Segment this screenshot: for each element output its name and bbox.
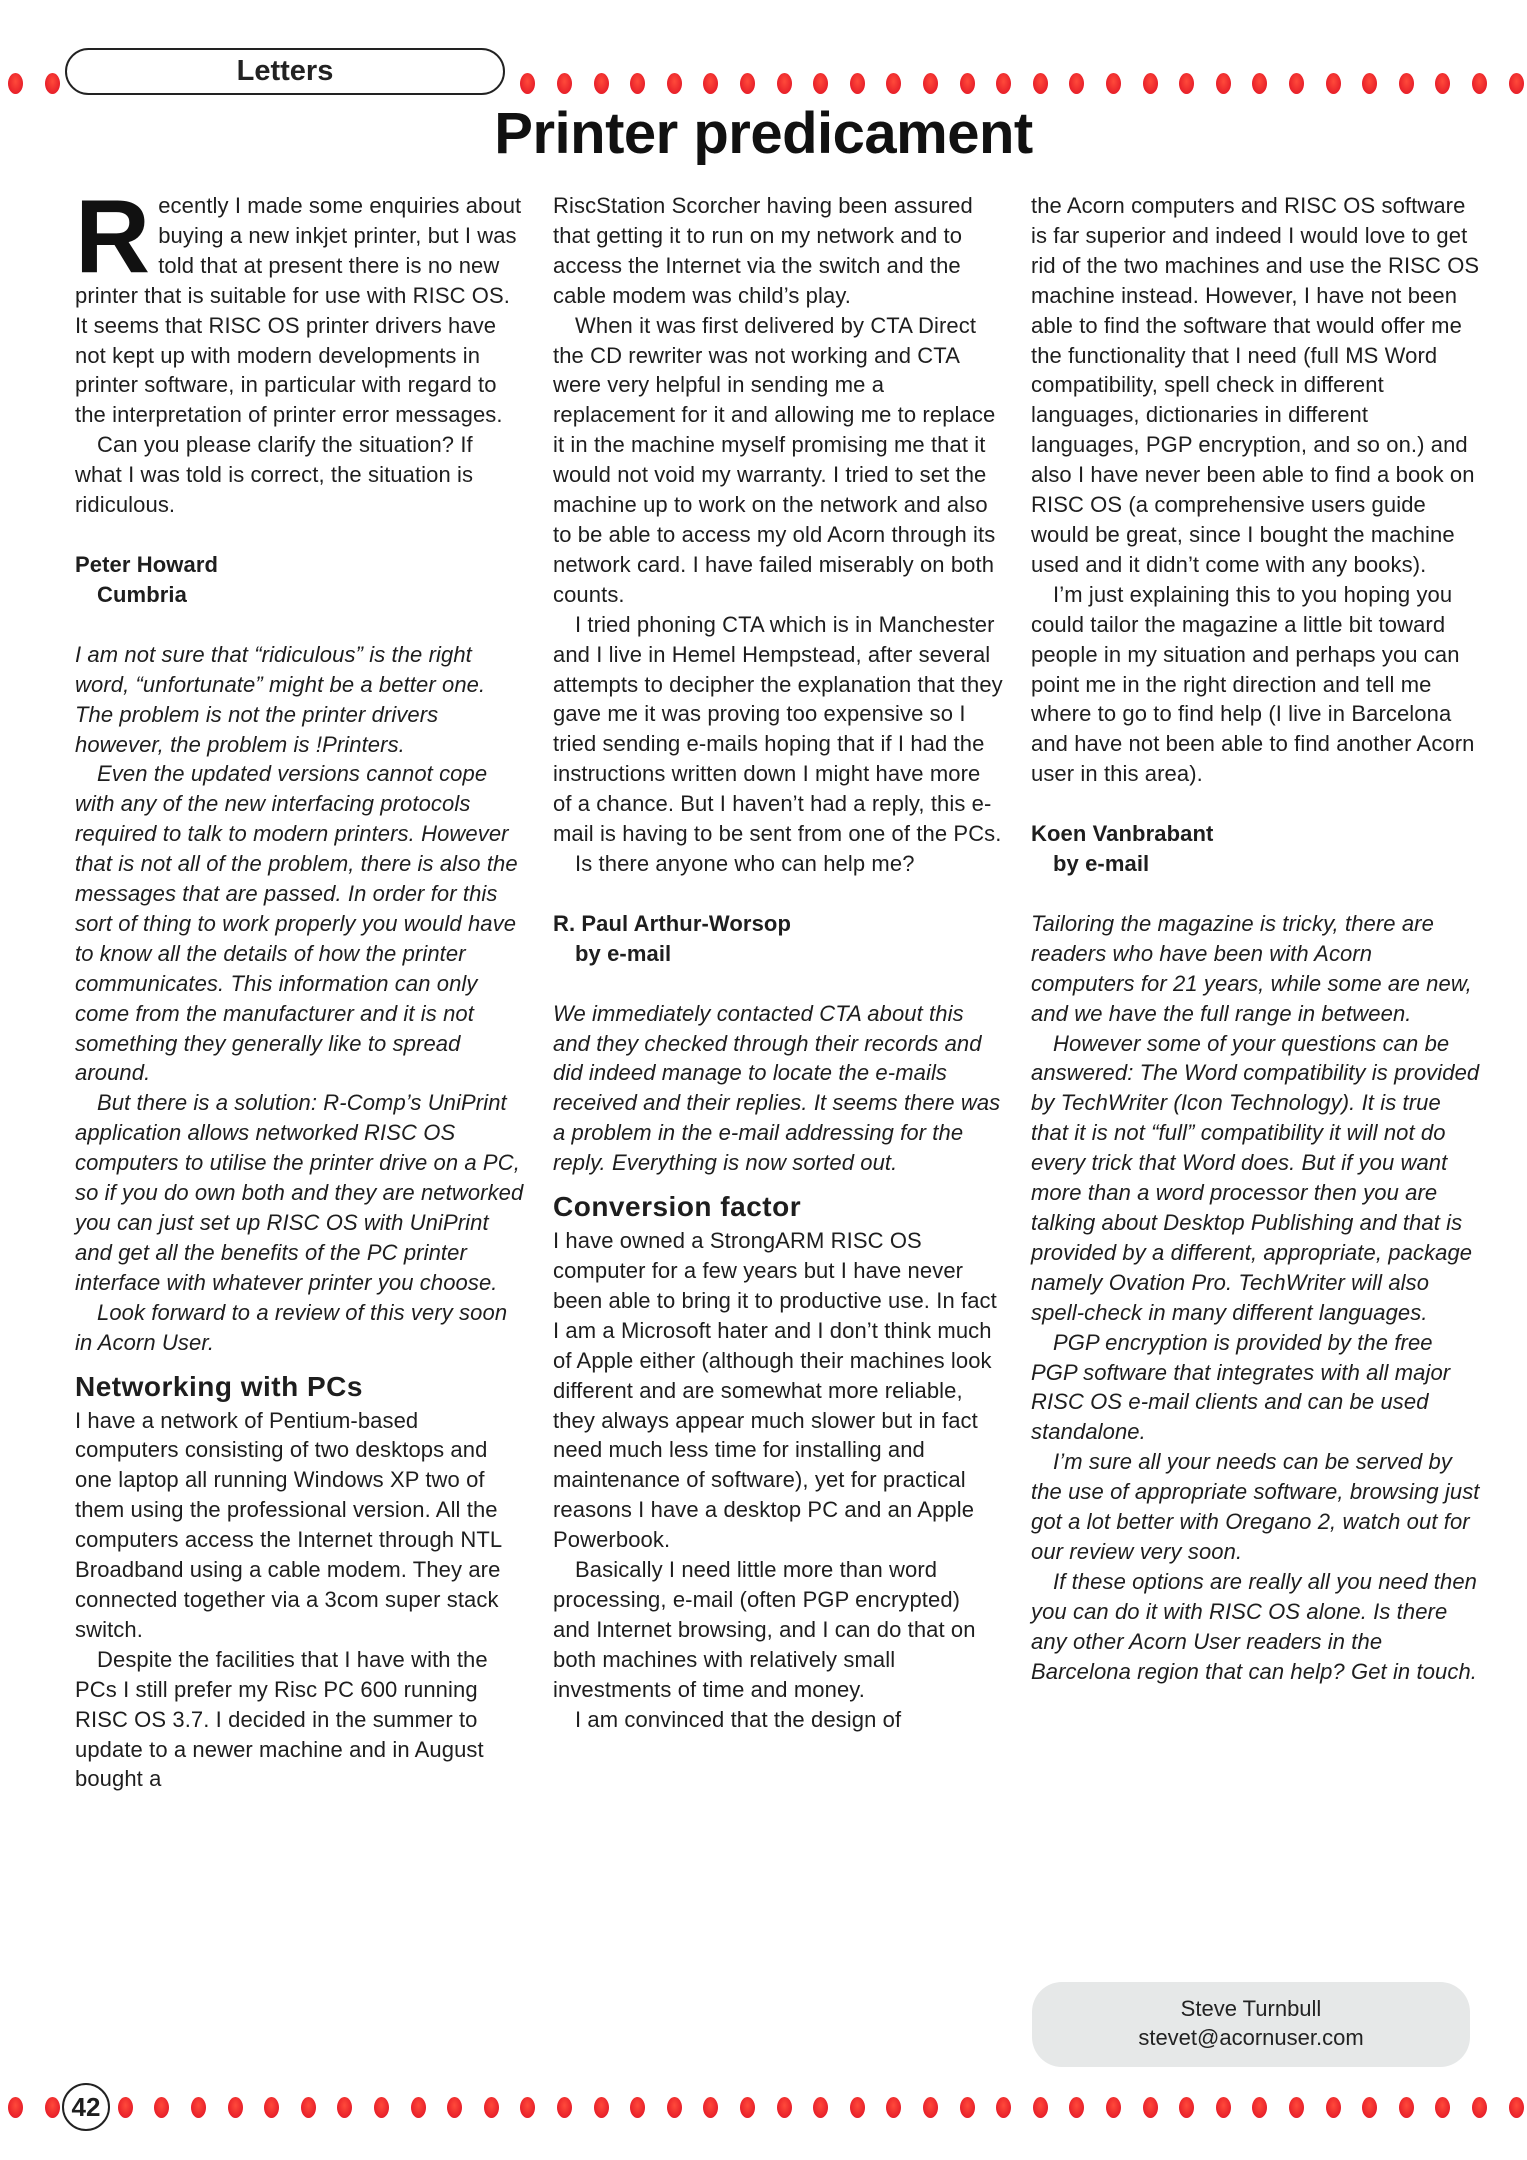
editor-reply-paragraph: We immediately contacted CTA about this and they checked through their records and did indeed manage to locate the e-mails received and their replies. It seems there was a problem in the e-mail addressing for the reply. Everything is now sorted out. bbox=[553, 1000, 1001, 1176]
red-dot bbox=[1069, 2097, 1084, 2118]
red-dot bbox=[191, 2097, 206, 2118]
red-dot bbox=[45, 2097, 60, 2118]
editor-reply-paragraph: I am not sure that “ridiculous” is the right word, “unfortunate” might be a better one. The problem is not the printer drivers however, the problem is !Printers. bbox=[75, 641, 486, 757]
author-location: Cumbria bbox=[97, 581, 187, 607]
red-dot bbox=[1472, 73, 1487, 94]
letter-signature bbox=[553, 909, 1003, 969]
red-dot bbox=[1033, 2097, 1048, 2118]
red-dot bbox=[228, 2097, 243, 2118]
letter-paragraph: I tried phoning CTA which is in Manchester and I live in Hemel Hempstead, after several attempts to decipher the explanation that they gave me it was proving too expensive so I tried sending e-mails hoping that if I had the instructions written down I might have more of a chance. But I haven’t had a reply, this e-mail is having to be sent from one of the PCs. bbox=[553, 611, 1003, 847]
red-dot bbox=[8, 2097, 23, 2118]
column-3 bbox=[1031, 191, 1481, 1687]
red-dot bbox=[923, 73, 938, 94]
red-dot bbox=[813, 73, 828, 94]
red-dot bbox=[520, 2097, 535, 2118]
red-dot bbox=[1472, 2097, 1487, 2118]
red-dot bbox=[1216, 73, 1231, 94]
red-dot bbox=[1252, 2097, 1267, 2118]
letter-heading: Networking with PCs bbox=[75, 1370, 363, 1402]
author-name: R. Paul Arthur-Worsop bbox=[553, 910, 791, 936]
column-1 bbox=[75, 179, 525, 1794]
red-dot bbox=[118, 2097, 133, 2118]
editor-reply-paragraph: If these options are really all you need then you can do it with RISC OS alone. Is there any other Acorn User readers in the Barcelona region that can help? Get in touch. bbox=[1031, 1568, 1478, 1684]
editor-reply-paragraph: Look forward to a review of this very soon in Acorn User. bbox=[75, 1299, 508, 1355]
editor-email: stevet@acornuser.com bbox=[1138, 2025, 1364, 2050]
red-dot bbox=[1033, 73, 1048, 94]
red-dot bbox=[447, 2097, 462, 2118]
red-dot bbox=[264, 2097, 279, 2118]
red-dot bbox=[960, 73, 975, 94]
red-dot bbox=[1435, 2097, 1450, 2118]
red-dot bbox=[1143, 73, 1158, 94]
red-dot bbox=[374, 2097, 389, 2118]
red-dot bbox=[557, 2097, 572, 2118]
red-dot bbox=[1326, 2097, 1341, 2118]
red-dot bbox=[1399, 73, 1414, 94]
editor-reply-paragraph: PGP encryption is provided by the free PGP software that integrates with all major RISC OS e-mail clients and can be used standalone. bbox=[1031, 1329, 1451, 1445]
red-dot bbox=[740, 73, 755, 94]
page-number bbox=[62, 2083, 110, 2131]
red-dot bbox=[1179, 73, 1194, 94]
letter-paragraph bbox=[75, 179, 525, 430]
letter-paragraph: I have owned a StrongARM RISC OS computer for a few years but I have never been able to bring it to productive use. In fact I am a Microsoft hater and I don’t think much of Apple either (although their machines look different and are somewhat more reliable, they always appear much slower but in fact need much less time for installing and maintenance of software), yet for practical reasons I have a desktop PC and an Apple Powerbook. bbox=[553, 1228, 997, 1553]
red-dot bbox=[850, 73, 865, 94]
letter-paragraph: Basically I need little more than word processing, e-mail (often PGP encrypted) and Internet browsing, and I can do that on both machines with relatively small investments of time and money. bbox=[553, 1557, 976, 1702]
red-dot bbox=[1509, 2097, 1524, 2118]
red-dot bbox=[923, 2097, 938, 2118]
editor-reply-paragraph: But there is a solution: R-Comp’s UniPrint application allows networked RISC OS computers to utilise the printer drive on a PC, so if you do own both and they are networked you can just set up RISC OS with UniPrint and get all the benefits of the PC printer interface with whatever printer you choose. bbox=[75, 1090, 524, 1295]
section-label bbox=[65, 48, 505, 95]
red-dot bbox=[703, 2097, 718, 2118]
column-2 bbox=[553, 191, 1003, 1735]
red-dot bbox=[777, 73, 792, 94]
red-dot bbox=[411, 2097, 426, 2118]
author-location: by e-mail bbox=[1053, 851, 1150, 877]
letter-paragraph: the Acorn computers and RISC OS software is far superior and indeed I would love to get rid of the two machines and use the RISC OS machine instead. However, I have not been able to find the software that would offer me the functionality that I need (full MS Word compatibility, spell check in different languages, dictionaries in different languages, PGP encryption, and so on.) and also I have never been able to find a book on RISC OS (a comprehensive users guide would be great, since I bought the machine used and it didn’t come with any books). bbox=[1031, 193, 1480, 577]
red-dot bbox=[1143, 2097, 1158, 2118]
editor-contact-box bbox=[1032, 1982, 1470, 2067]
red-dot bbox=[667, 73, 682, 94]
red-dot bbox=[337, 2097, 352, 2118]
red-dot bbox=[740, 2097, 755, 2118]
red-dot bbox=[1362, 73, 1377, 94]
red-dot bbox=[667, 2097, 682, 2118]
letter-paragraph: Can you please clarify the situation? If what I was told is correct, the situation is ridiculous. bbox=[75, 432, 474, 518]
red-dot bbox=[1399, 2097, 1414, 2118]
editor-reply-paragraph: Even the updated versions cannot cope with any of the new interfacing protocols required to talk to modern printers. However that is not all of the problem, there is also the messages that are passed. In order for this sort of thing to work properly you would have to know all the details of how the printer communicates. This information can only come from the manufacturer and it is not something they generally like to spread around. bbox=[75, 761, 518, 1086]
letter-paragraph: I am convinced that the design of bbox=[575, 1706, 902, 1732]
page-title: Printer predicament bbox=[494, 101, 1033, 166]
letter-paragraph: Despite the facilities that I have with the PCs I still prefer my Risc PC 600 running RISC OS 3.7. I decided in the summer to update to a newer machine and in August bought a bbox=[75, 1646, 488, 1792]
page-number-text: 42 bbox=[71, 2091, 101, 2122]
red-dot bbox=[557, 73, 572, 94]
red-dot bbox=[813, 2097, 828, 2118]
letter-signature bbox=[1031, 819, 1481, 879]
editor-reply-paragraph: I’m sure all your needs can be served by the use of appropriate software, browsing just got a lot better with Oregano 2, watch out for our review very soon. bbox=[1031, 1449, 1480, 1564]
red-dot bbox=[1106, 2097, 1121, 2118]
letter-paragraph: RiscStation Scorcher having been assured that getting it to run on my network and to access the Internet via the switch and the cable modem was child’s play. bbox=[553, 193, 973, 308]
section-label-text: Letters bbox=[236, 55, 334, 87]
red-dot bbox=[886, 2097, 901, 2118]
red-dot bbox=[1289, 73, 1304, 94]
red-dot bbox=[1435, 73, 1450, 94]
red-dot bbox=[703, 73, 718, 94]
red-dot bbox=[1069, 73, 1084, 94]
red-dot bbox=[1216, 2097, 1231, 2118]
editor-reply-paragraph: However some of your questions can be answered: The Word compatibility is provided by TechWriter (Icon Technology). It is true that it is not “full” compatibility it will not do every trick that Word does. But if you want more than a word processor then you are talking about Desktop Publishing and that is provided by a different, appropriate, package namely Ovation Pro. TechWriter will also spell-check in many different languages. bbox=[1031, 1030, 1480, 1325]
red-dot bbox=[1106, 73, 1121, 94]
letter-paragraph: Is there anyone who can help me? bbox=[575, 850, 915, 876]
letter-paragraph: I’m just explaining this to you hoping you could tailor the magazine a little bit toward people in my situation and perhaps you can point me in the right direction and tell me where to go to find help (I live in Barcelona and have not been able to find another Acorn user in this area). bbox=[1031, 581, 1475, 787]
drop-cap: R bbox=[75, 179, 151, 295]
red-dot bbox=[45, 73, 60, 94]
author-location: by e-mail bbox=[575, 940, 672, 966]
letter-paragraph: When it was first delivered by CTA Direct the CD rewriter was not working and CTA were very helpful in sending me a replacement for it and allowing me to replace it in the machine myself promising me that it would not void my warranty. I tried to set the machine up to work on the network and also to be able to access my old Acorn through its network card. I have failed miserably on both counts. bbox=[553, 312, 996, 607]
red-dot bbox=[960, 2097, 975, 2118]
red-dot bbox=[996, 2097, 1011, 2118]
red-dot bbox=[8, 73, 23, 94]
red-dot bbox=[1509, 73, 1524, 94]
bottom-dot-rule bbox=[0, 2097, 1527, 2119]
red-dot bbox=[996, 73, 1011, 94]
red-dot bbox=[630, 73, 645, 94]
letter-heading: Conversion factor bbox=[553, 1191, 802, 1223]
author-name: Koen Vanbrabant bbox=[1031, 821, 1214, 847]
red-dot bbox=[850, 2097, 865, 2118]
letter-signature bbox=[75, 550, 525, 610]
red-dot bbox=[886, 73, 901, 94]
red-dot bbox=[520, 73, 535, 94]
editor-name: Steve Turnbull bbox=[1180, 1996, 1322, 2021]
red-dot bbox=[1179, 2097, 1194, 2118]
letter-paragraph: I have a network of Pentium-based computers consisting of two desktops and one laptop all running Windows XP two of them using the professional version. All the computers access the Internet through NTL Broadband using a cable modem. They are connected together via a 3com super stack switch. bbox=[75, 1407, 502, 1642]
red-dot bbox=[594, 73, 609, 94]
red-dot bbox=[484, 2097, 499, 2118]
red-dot bbox=[594, 2097, 609, 2118]
red-dot bbox=[1289, 2097, 1304, 2118]
red-dot bbox=[1326, 73, 1341, 94]
red-dot bbox=[630, 2097, 645, 2118]
red-dot bbox=[1252, 73, 1267, 94]
editor-reply-paragraph: Tailoring the magazine is tricky, there are readers who have been with Acorn computers for 21 years, while some are new, and we have the full range in between. bbox=[1031, 910, 1472, 1026]
red-dot bbox=[777, 2097, 792, 2118]
red-dot bbox=[1362, 2097, 1377, 2118]
red-dot bbox=[301, 2097, 316, 2118]
paragraph-text: ecently I made some enquiries about buying a new inkjet printer, but I was told that at present there is no new printer that is suitable for use with RISC OS. It seems that RISC OS printer drivers have not kept up with modern developments in printer software, in particular with regard to the interpretation of printer error messages. bbox=[75, 193, 522, 428]
author-name: Peter Howard bbox=[75, 551, 219, 577]
red-dot bbox=[154, 2097, 169, 2118]
